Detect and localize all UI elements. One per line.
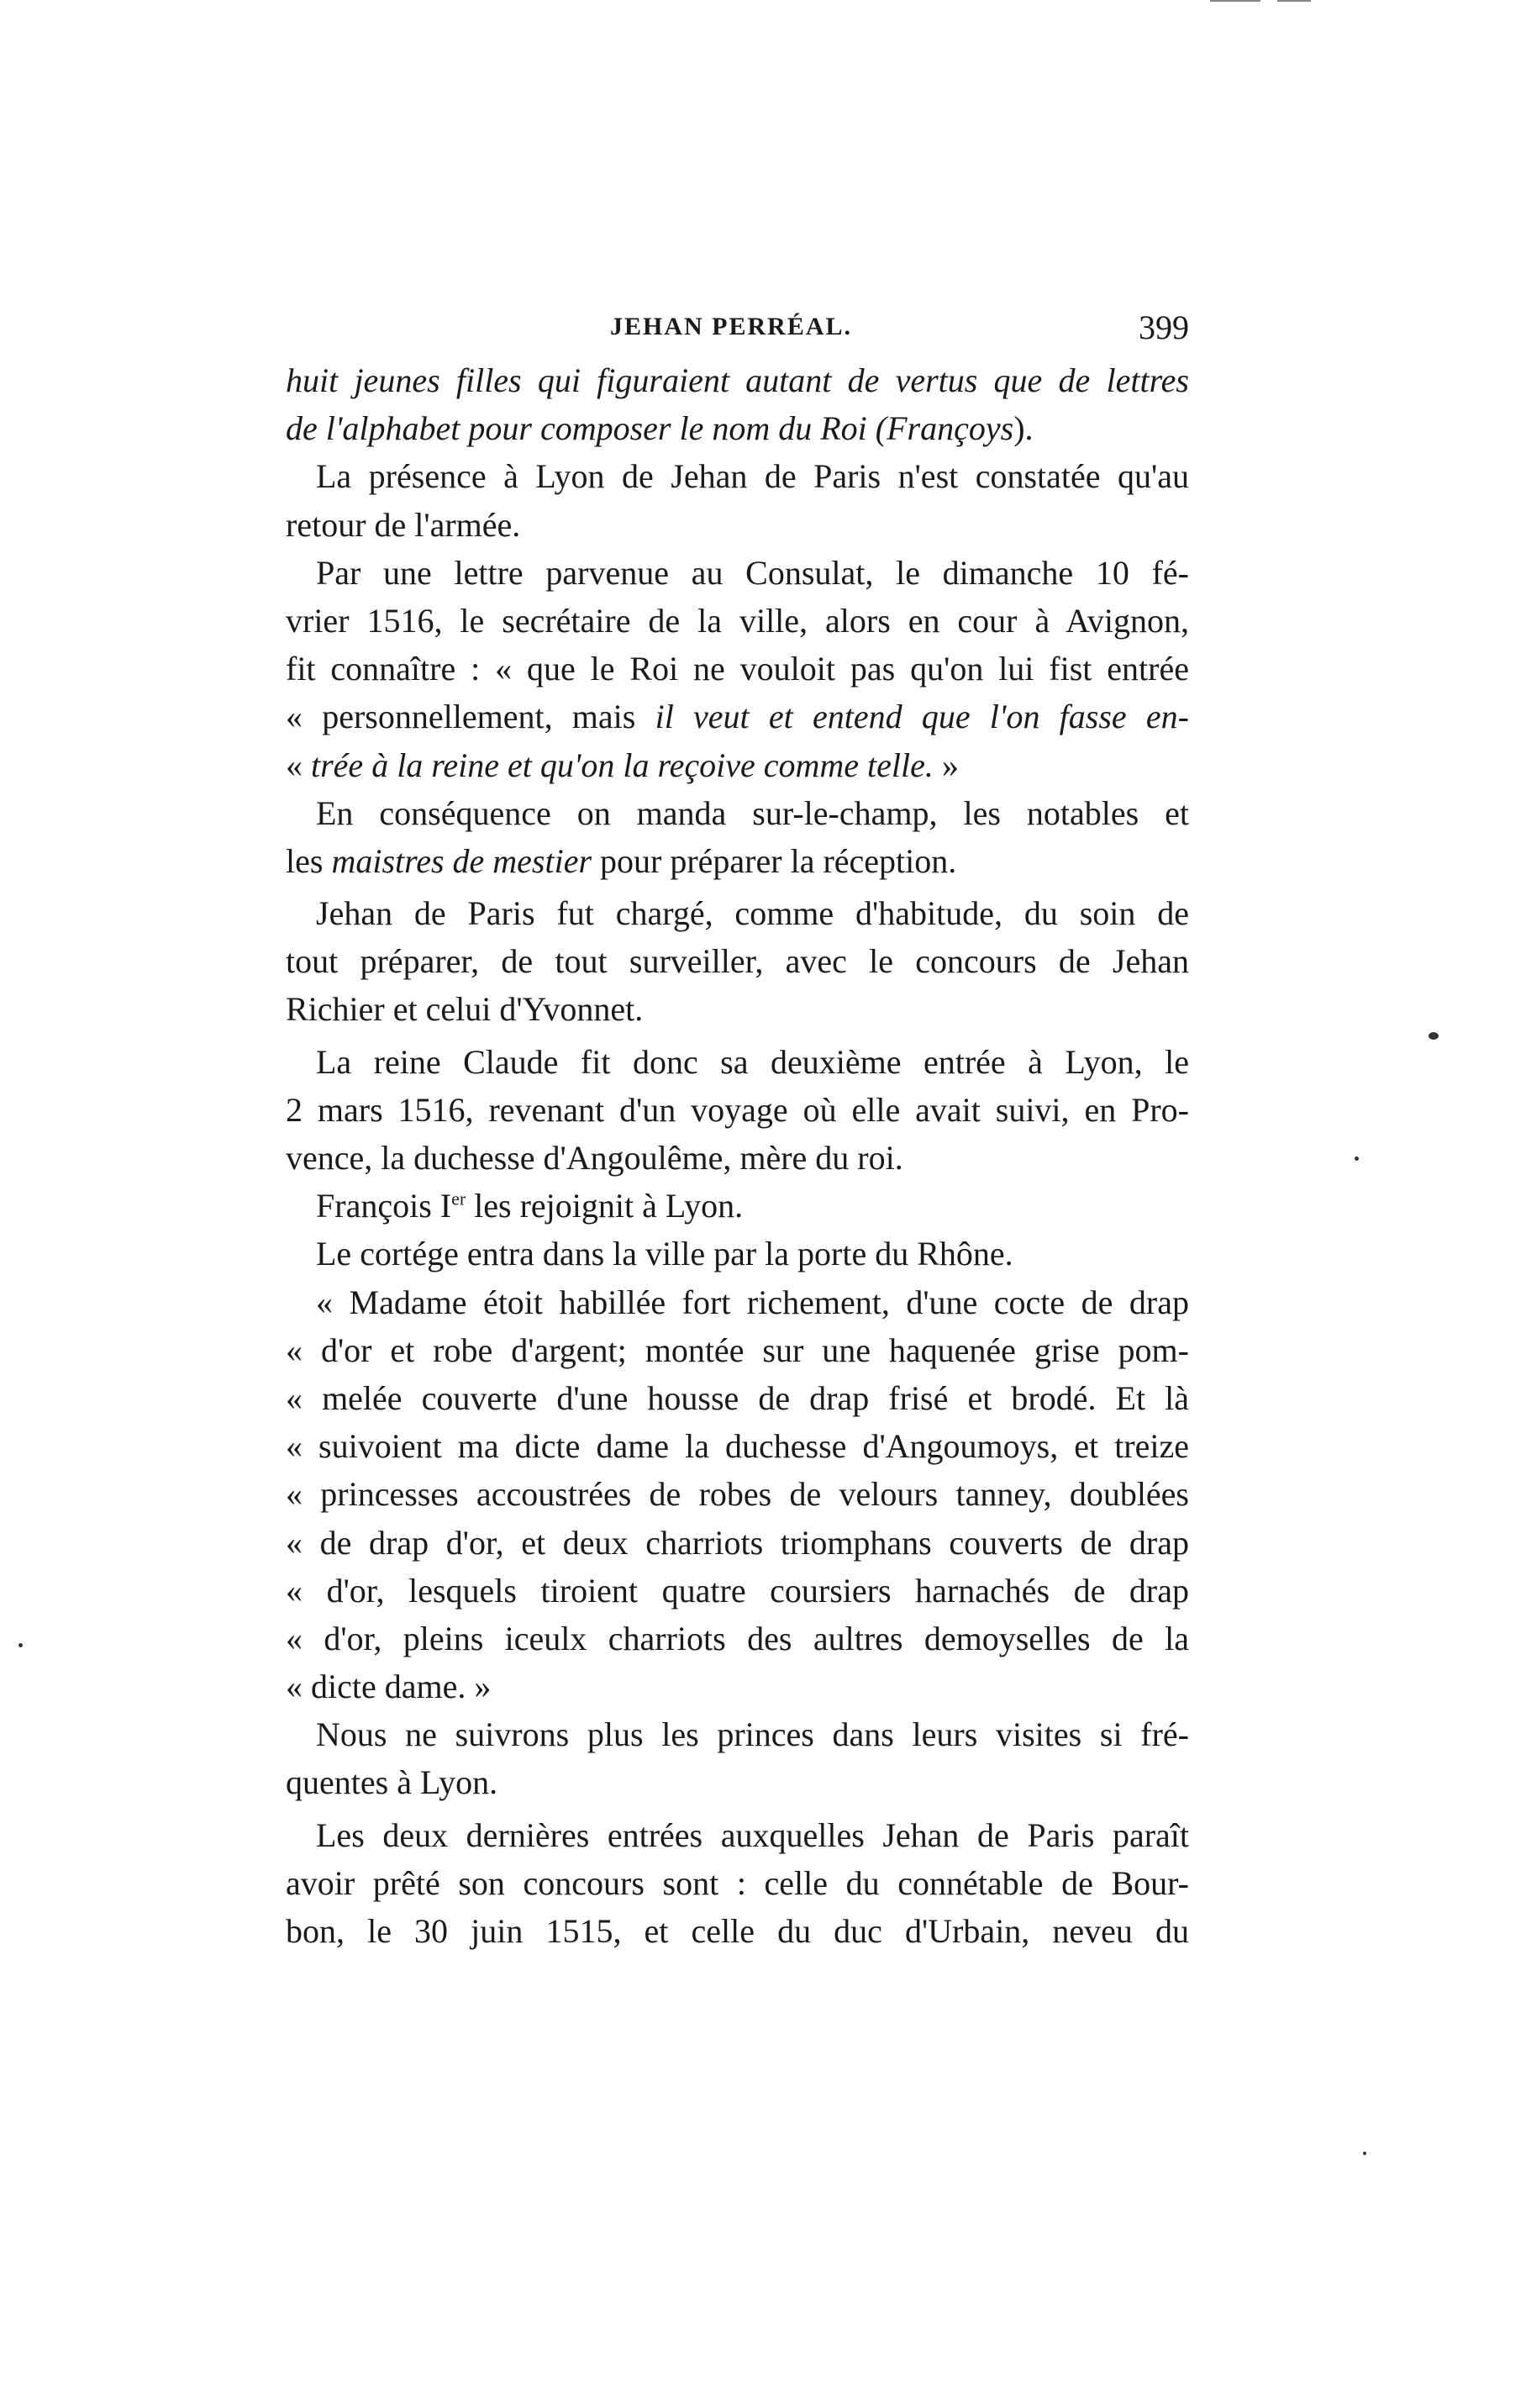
superscript-text: er xyxy=(451,1188,466,1209)
text-line xyxy=(286,693,1189,740)
text-segment: avoir prêté son concours sont : celle du connétable de Bour- xyxy=(286,1863,1189,1902)
text-segment: 2 mars 1516, revenant d'un voyage où elle avait suivi, en Pro- xyxy=(286,1090,1189,1129)
text-segment: La présence à Lyon de Jehan de Paris n'est constatée qu'au xyxy=(316,457,1189,496)
text-segment: quentes à Lyon. xyxy=(286,1763,498,1802)
italic-text: Françoys xyxy=(887,409,1014,448)
text-segment: Par une lettre parvenue au Consulat, le dimanche 10 fé- xyxy=(316,553,1189,592)
text-segment: « d'or, lesquels tiroient quatre coursiers harnachés de drap xyxy=(286,1571,1189,1610)
text-line xyxy=(286,501,1189,549)
text-segment: Richier et celui d'Yvonnet. xyxy=(286,990,644,1029)
text-line xyxy=(286,1182,1189,1230)
text-segment: ). xyxy=(1013,409,1034,448)
text-segment: fit connaître : « que le Roi ne vouloit pas qu'on lui fist entrée xyxy=(286,650,1189,688)
text-line xyxy=(286,1134,1189,1182)
italic-text: trée à la reine et qu'on la reçoive comme telle. xyxy=(311,746,934,784)
text-line xyxy=(286,597,1189,645)
scan-speck xyxy=(18,1643,23,1647)
page-header xyxy=(286,308,1189,350)
text-segment: La reine Claude fit donc sa deuxième entrée à Lyon, le xyxy=(316,1042,1189,1081)
italic-text: huit jeunes filles qui figuraient autant de vertus que de lettres xyxy=(286,361,1189,399)
scan-speck xyxy=(1355,1157,1359,1161)
text-line xyxy=(286,452,1189,500)
text-segment: En conséquence on manda sur-le-champ, les notables et xyxy=(316,793,1189,832)
text-segment: » xyxy=(933,746,959,784)
text-segment: « de drap d'or, et deux charriots triomphans couverts de drap xyxy=(286,1523,1189,1562)
text-line xyxy=(286,1907,1189,1955)
text-segment: pour préparer la réception. xyxy=(592,841,957,880)
italic-text: de l'alphabet pour composer le nom du Roi ( xyxy=(286,409,887,448)
text-line xyxy=(286,1278,1189,1326)
text-segment: Jehan de Paris fut chargé, comme d'habitude, du soin de xyxy=(316,894,1189,933)
text-line xyxy=(286,889,1189,937)
text-line xyxy=(286,1567,1189,1615)
italic-text: il veut et entend que l'on fasse en- xyxy=(655,698,1189,736)
running-title: JEHAN PERRÉAL. xyxy=(610,313,853,340)
text-line xyxy=(286,1615,1189,1662)
text-line xyxy=(286,1859,1189,1907)
text-line xyxy=(286,1519,1189,1567)
text-line xyxy=(286,645,1189,693)
scan-speck xyxy=(1363,2152,1366,2155)
text-segment: François I xyxy=(316,1187,452,1225)
text-line xyxy=(286,741,1189,789)
text-segment: « d'or, pleins iceulx charriots des aultres demoyselles de la xyxy=(286,1619,1189,1657)
text-segment: « melée couverte d'une housse de drap frisé et brodé. Et là xyxy=(286,1378,1189,1417)
text-segment: vence, la duchesse d'Angoulême, mère du roi. xyxy=(286,1139,903,1177)
text-segment: « xyxy=(286,746,311,784)
text-segment: Les deux dernières entrées auxquelles Jehan de Paris paraît xyxy=(316,1815,1189,1854)
text-segment: bon, le 30 juin 1515, et celle du duc d'Urbain, neveu du xyxy=(286,1912,1189,1950)
text-line xyxy=(286,1326,1189,1374)
text-segment: tout préparer, de tout surveiller, avec le concours de Jehan xyxy=(286,942,1189,981)
body-text xyxy=(286,356,1189,1955)
scan-edge-mark xyxy=(1210,0,1260,2)
text-segment: « personnellement, mais xyxy=(286,698,655,736)
text-segment: « princesses accoustrées de robes de velours tanney, doublées xyxy=(286,1475,1189,1514)
text-line xyxy=(286,1230,1189,1278)
scan-edge-mark xyxy=(1277,0,1311,2)
text-line xyxy=(286,937,1189,985)
text-line xyxy=(286,356,1189,404)
text-segment: « suivoient ma dicte dame la duchesse d'Angoumoys, et treize xyxy=(286,1427,1189,1466)
text-line xyxy=(286,1710,1189,1758)
text-line xyxy=(286,1086,1189,1134)
text-line xyxy=(286,1758,1189,1806)
scan-speck xyxy=(1429,1032,1439,1040)
text-line xyxy=(286,1662,1189,1710)
text-line xyxy=(286,1470,1189,1518)
text-segment: les rejoignit à Lyon. xyxy=(466,1187,744,1225)
page-number: 399 xyxy=(1139,308,1189,346)
text-segment: retour de l'armée. xyxy=(286,505,521,544)
text-segment: Nous ne suivrons plus les princes dans leurs visites si fré- xyxy=(316,1715,1189,1754)
text-line xyxy=(286,837,1189,885)
text-line xyxy=(286,549,1189,597)
text-line xyxy=(286,1374,1189,1422)
text-line xyxy=(286,789,1189,837)
text-segment: « Madame étoit habillée fort richement, d'une cocte de drap xyxy=(316,1283,1189,1321)
text-segment: les xyxy=(286,841,332,880)
text-segment: Le cortége entra dans la ville par la porte du Rhône. xyxy=(316,1235,1013,1273)
italic-text: maistres de mestier xyxy=(331,841,592,880)
text-segment: vrier 1516, le secrétaire de la ville, alors en cour à Avignon, xyxy=(286,601,1189,640)
text-line xyxy=(286,1811,1189,1859)
text-line xyxy=(286,1422,1189,1470)
text-line xyxy=(286,404,1189,452)
text-line xyxy=(286,985,1189,1033)
text-line xyxy=(286,1038,1189,1086)
text-segment: « d'or et robe d'argent; montée sur une haquenée grise pom- xyxy=(286,1330,1189,1369)
text-segment: « dicte dame. » xyxy=(286,1668,492,1706)
